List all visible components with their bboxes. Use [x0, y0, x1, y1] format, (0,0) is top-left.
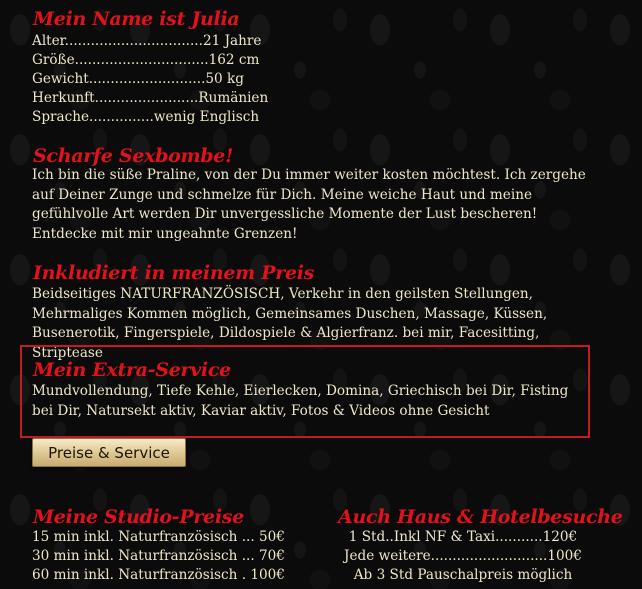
prices-service-button[interactable]: Preise & Service	[32, 438, 186, 467]
profile-age: Alter................................21 Jahre	[32, 33, 262, 49]
profile-heading: Mein Name ist Julia	[33, 8, 240, 30]
house-visit-price-1h: 1 Std..Inkl NF & Taxi...........120€	[348, 529, 578, 545]
studio-price-15min: 15 min inkl. Naturfranzösisch ... 50€	[32, 529, 285, 545]
studio-price-30min: 30 min inkl. Naturfranzösisch ... 70€	[32, 548, 285, 564]
included-heading: Inkludiert in meinem Preis	[33, 262, 315, 284]
studio-price-60min: 60 min inkl. Naturfranzösisch . 100€	[32, 567, 285, 583]
studio-prices-heading: Meine Studio-Preise	[33, 506, 244, 528]
house-visit-flat-rate: Ab 3 Std Pauschalpreis möglich	[353, 567, 573, 583]
profile-height: Größe...............................162 cm	[32, 52, 260, 68]
house-visit-price-extra: Jede weitere...........................100€	[344, 548, 582, 564]
extra-heading: Mein Extra-Service	[33, 359, 231, 381]
intro-heading: Scharfe Sexbombe!	[33, 145, 234, 167]
profile-weight: Gewicht...........................50 kg	[32, 71, 244, 87]
included-text: Beidseitiges NATURFRANZÖSISCH, Verkehr in den geilsten Stellungen, Mehrmaliges Kommen möglich, Gemeinsames Duschen, Massage, Küssen, Busenerotik, Fingerspiele, Dildospiele & Algierfranz. bei mir, Facesitting, Striptease	[32, 286, 548, 361]
profile-language: Sprache...............wenig Englisch	[32, 109, 260, 125]
extra-text: Mundvollendung, Tiefe Kehle, Eierlecken, Domina, Griechisch bei Dir, Fisting bei Dir, Natursekt aktiv, Kaviar aktiv, Fotos & Videos ohne Gesicht	[32, 383, 569, 419]
house-visits-heading: Auch Haus & Hotelbesuche	[338, 506, 623, 528]
profile-origin: Herkunft........................Rumänien	[32, 90, 269, 106]
intro-text: Ich bin die süße Praline, von der Du immer weiter kosten möchtest. Ich zergehe auf Deiner Zunge und schmelze für Dich. Meine weiche Haut und meine gefühlvolle Art werden Dir unvergessliche Momente der Lust bescheren! Entdecke mit mir ungeahnte Grenzen!	[32, 167, 586, 242]
